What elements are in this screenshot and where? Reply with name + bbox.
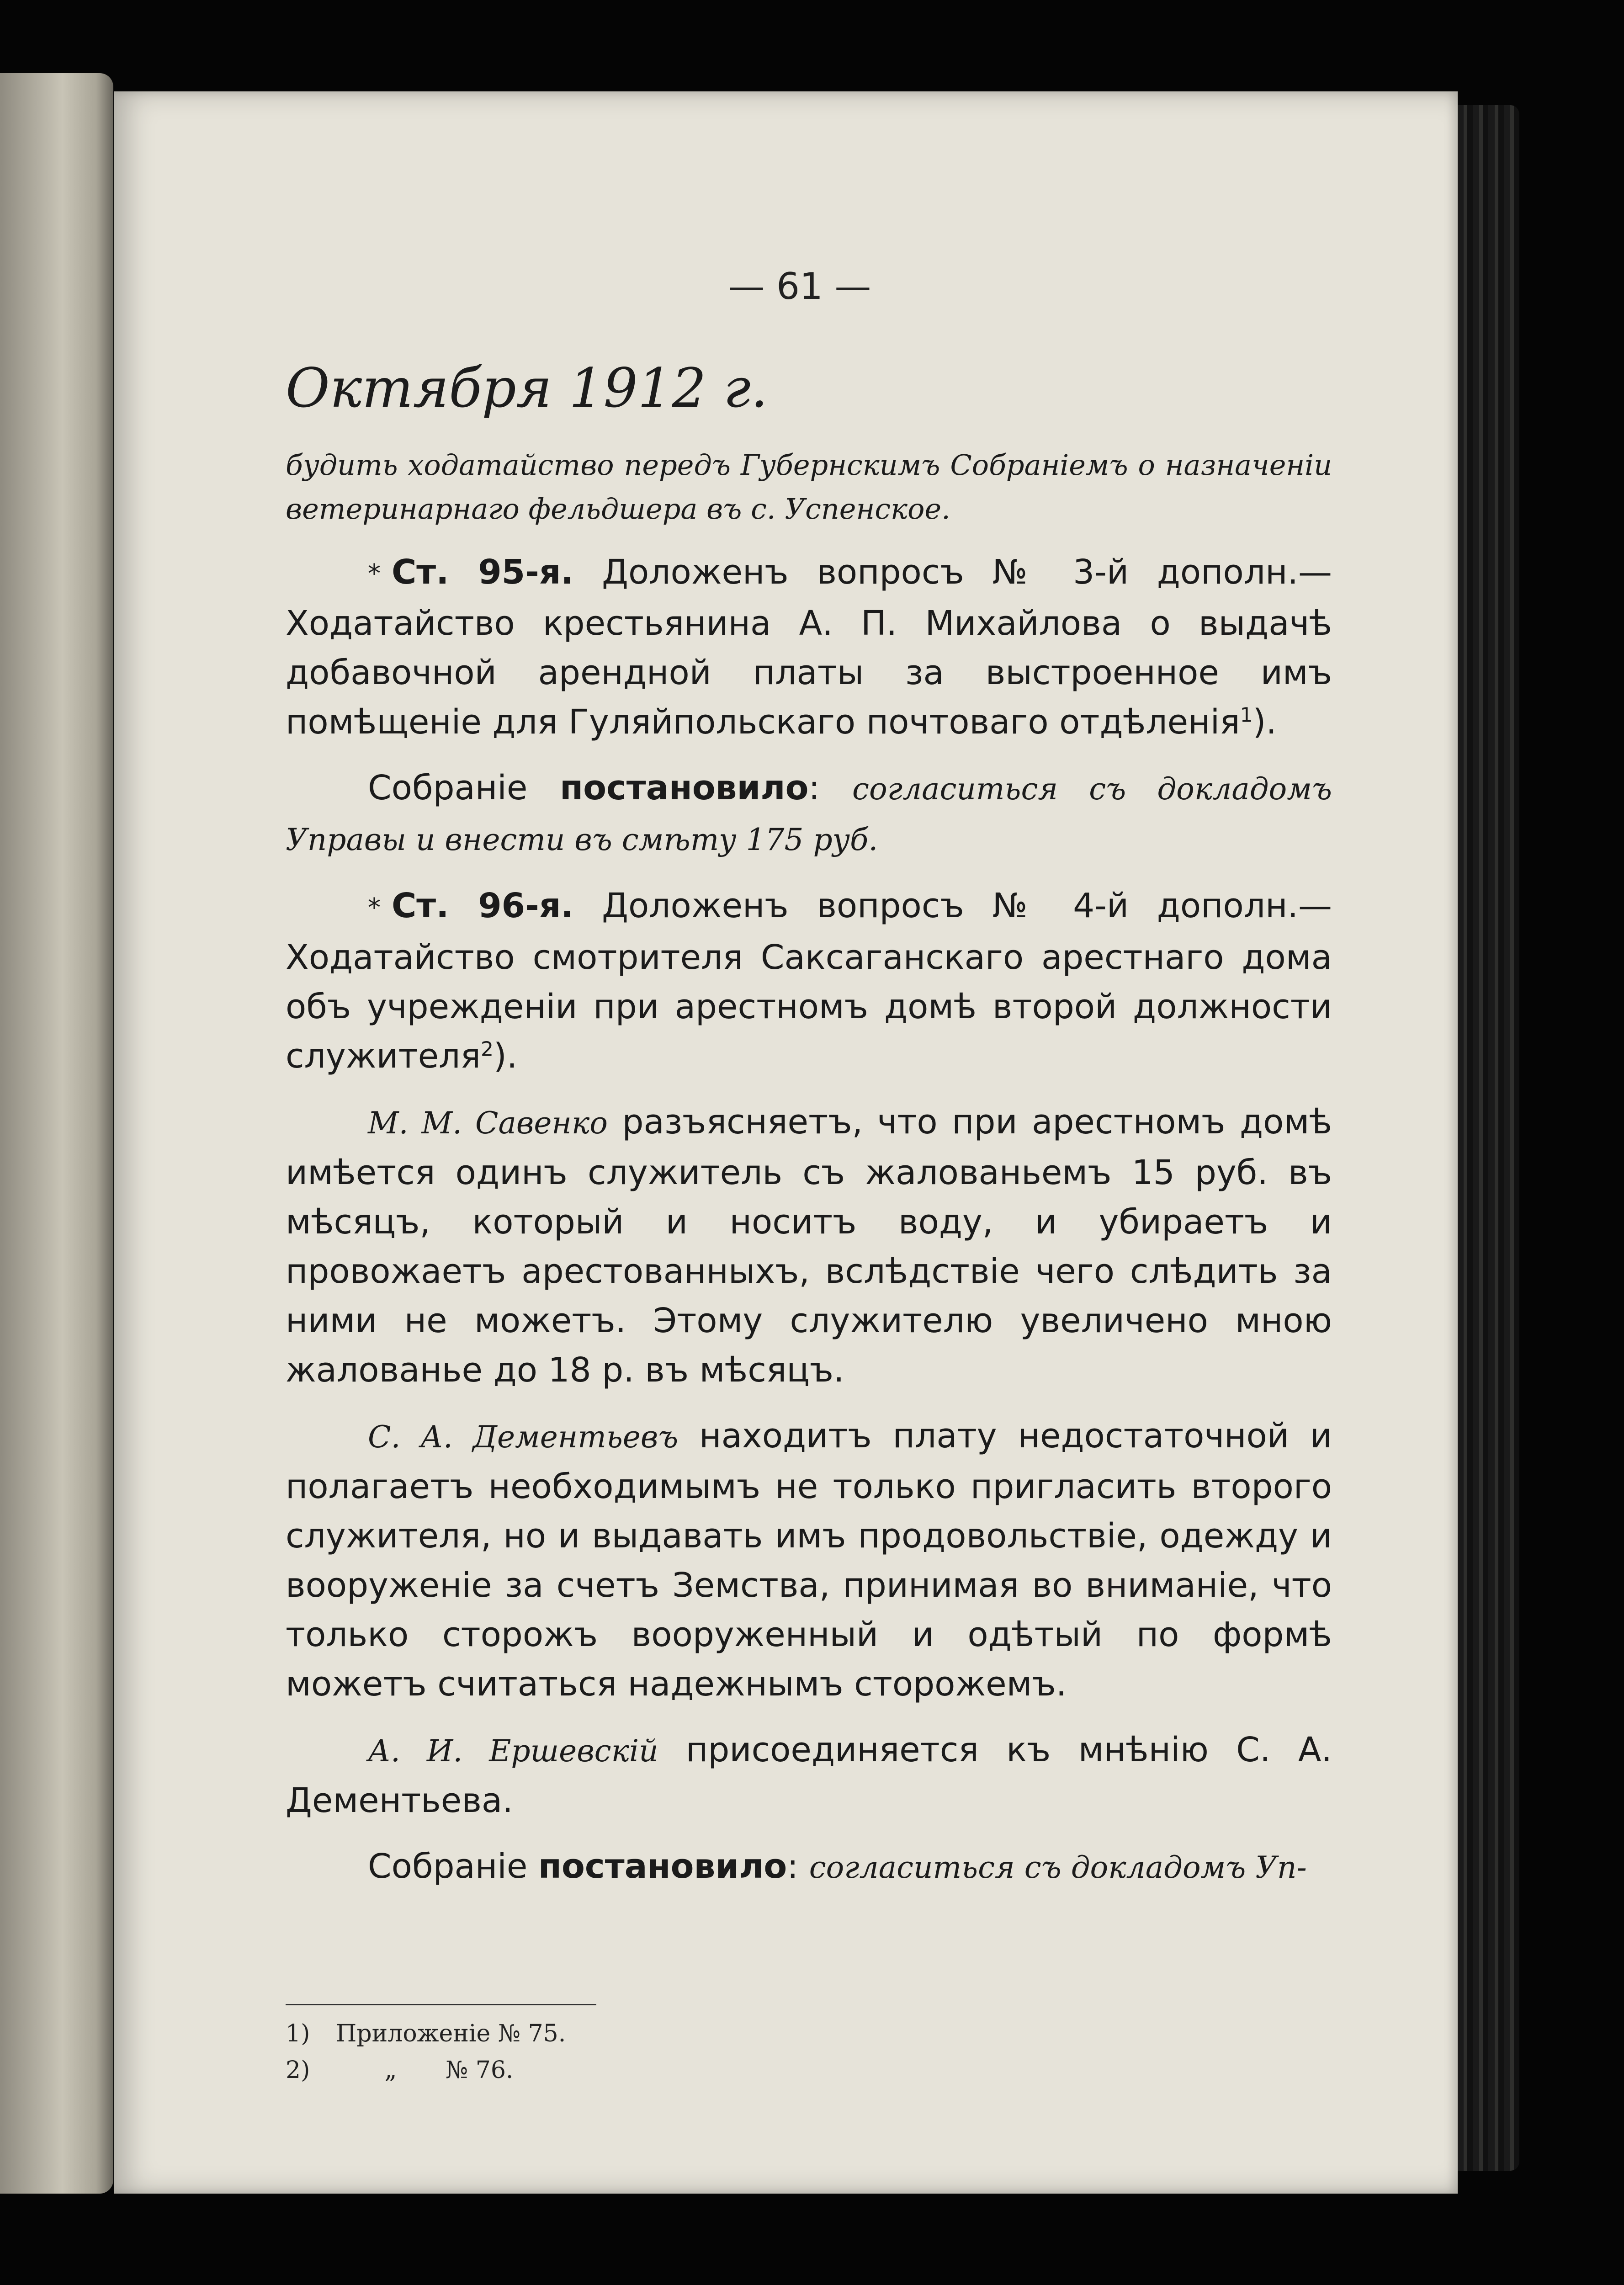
article-text: Доложенъ вопросъ № 3-й дополн.— Ходатайство крестьянина А. П. Михайлова о выдачѣ добавочной арендной платы за выстроенное имъ помѣщеніе для Гуляйпольскаго почтоваго отдѣленія [286,553,1332,742]
speech-text: находитъ плату недостаточной и полагаетъ необходимымъ не только пригласить второго служителя, но и выдавать имъ продовольствіе, одежду и вооруженіе за счетъ Земства, принимая во вниманіе, что только сторожъ вооруженный и одѣтый по формѣ можетъ считаться надежнымъ сторожемъ. [286,1416,1332,1704]
resolution-prefix: Собраніе [368,768,560,808]
ditto-mark: „ [384,2056,397,2084]
footnote-item [286,2015,925,2052]
speech-text: разъясняетъ, что при арестномъ домѣ имѣется одинъ служитель съ жалованьемъ 15 руб. въ мѣсяцъ, который и носитъ воду, и убираетъ и провожаетъ арестованныхъ, вслѣдствіе чего слѣдить за ними не можетъ. Этому служителю увеличено мною жалованье до 18 р. въ мѣсяцъ. [286,1102,1332,1390]
resolution-prefix: Собраніе [368,1846,538,1886]
article-end: ). [493,1036,518,1076]
resolution-95 [286,763,1332,865]
footnote-mark: 2) [286,2056,310,2084]
footnote-ref: 1 [1240,703,1253,727]
speaker-name: М. М. Савенко [368,1105,608,1141]
left-page-edge [0,73,113,2194]
book-page [114,91,1458,2194]
resolution-text: согласиться съ докладомъ Уп- [809,1849,1307,1885]
resolution-text: согласиться съ докладомъ Управы и внести въ смѣту 175 руб. [286,771,1332,858]
article-95 [286,547,1332,747]
footnote-divider [286,2004,596,2005]
speaker-ershevsky [286,1725,1332,1825]
article-number: Ст. 96-я. [392,886,574,926]
resolution-colon: : [808,768,853,808]
resolution-keyword: постановило [538,1846,787,1886]
page-number: — 61 — [728,265,871,308]
article-end: ). [1252,702,1277,742]
resolution-96 [286,1842,1332,1892]
asterisk-mark: * [368,893,381,923]
footnotes [286,2015,925,2088]
footnote-text: Приложеніе № 75. [336,2020,566,2047]
speaker-dementiev [286,1411,1332,1709]
asterisk-mark: * [368,559,381,589]
resolution-colon: : [787,1846,809,1886]
speaker-name: А. И. Ершевскій [368,1733,658,1769]
speaker-name: С. А. Дементьевъ [368,1419,679,1455]
footnote-text: № 76. [446,2056,514,2084]
speaker-savenko [286,1097,1332,1395]
page-body [286,443,1332,1909]
article-number: Ст. 95-я. [392,553,574,592]
continued-paragraph: будить ходатайство передъ Губернскимъ Собраніемъ о назначеніи ветеринарнаго фельдшера въ с. Успенское. [286,448,1332,526]
resolution-keyword: постановило [560,768,809,808]
footnote-ref: 2 [480,1037,494,1061]
article-96 [286,881,1332,1080]
footnote-item [286,2052,925,2088]
footnote-mark: 1) [286,2020,310,2047]
date-heading: Октября 1912 г. [286,356,768,420]
article-text: Доложенъ вопросъ № 4-й дополн.— Ходатайство смотрителя Саксаганскаго арестнаго дома объ учрежденіи при арестномъ домѣ второй должности служителя [286,886,1332,1076]
speech-text: присоединяется къ мнѣнію С. А. Дементьева. [286,1730,1332,1820]
